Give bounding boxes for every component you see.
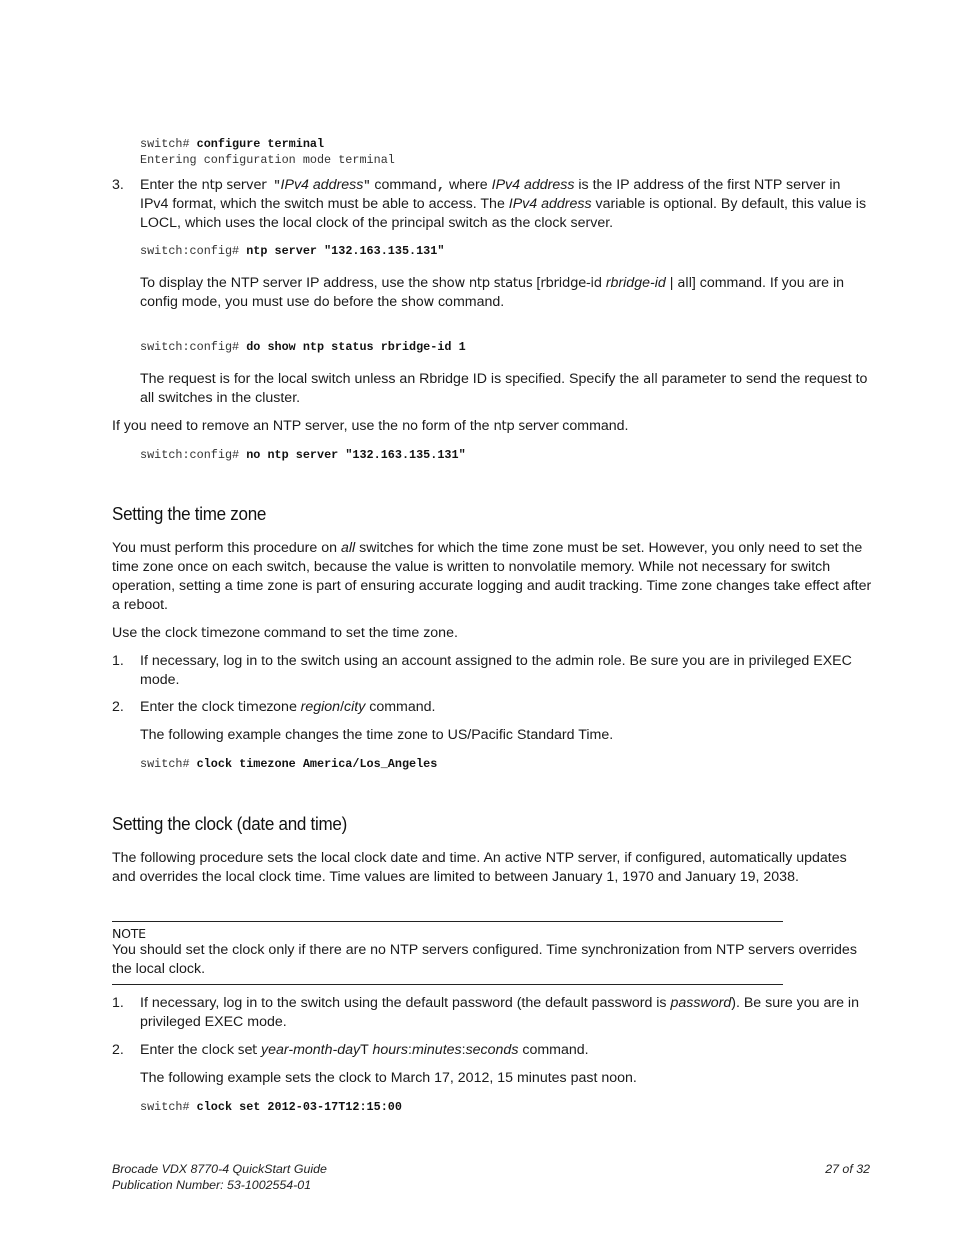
- code-block-clock-timezone: switch# clock timezone America/Los_Angeles: [140, 757, 438, 771]
- code-block-configure: [140, 136, 395, 168]
- code-block-ntp-server: switch:config# ntp server "132.163.135.131": [140, 244, 445, 258]
- footer-title: Brocade VDX 8770-4 QuickStart Guide: [112, 1162, 327, 1176]
- code-block-clock-set: switch# clock set 2012-03-17T12:15:00: [140, 1100, 402, 1114]
- step-number: 2.: [112, 1042, 124, 1058]
- tz-step-2: Enter the clock timezone region/city command.: [140, 699, 436, 715]
- code-block-show-ntp: switch:config# do show ntp status rbridge-id 1: [140, 340, 466, 354]
- paragraph-time-zone-intro: You must perform this procedure on all switches for which the time zone must be set. However, you only need to set the time zone once on each switch, because the value is written to nonvolatile memory. While not necessary for switch operation, setting a time zone is part of ensuring accurate logging and audit tracking. Time zone changes take effect after a reboot.: [112, 540, 872, 613]
- clock-example-text: The following example sets the clock to March 17, 2012, 15 minutes past noon.: [140, 1070, 637, 1086]
- note-bottom-rule: [112, 984, 783, 985]
- code-prompt: switch#: [140, 137, 197, 151]
- note-top-rule: [112, 921, 783, 922]
- paragraph-request: The request is for the local switch unless an Rbridge ID is specified. Specify the all parameter to send the request to all switches in the cluster.: [140, 371, 868, 406]
- step-number: 2.: [112, 699, 124, 715]
- clock-step-1: If necessary, log in to the switch using the default password (the default password is password). Be sure you are in privileged EXEC mode.: [140, 995, 859, 1030]
- footer-publication-number: Publication Number: 53-1002554-01: [112, 1178, 312, 1192]
- section-heading-clock: Setting the clock (date and time): [112, 813, 347, 834]
- code-output: Entering configuration mode terminal: [140, 153, 395, 167]
- section-heading-time-zone: Setting the time zone: [112, 503, 267, 524]
- clock-step-2: Enter the clock set year-month-dayT hours:minutes:seconds command.: [140, 1042, 589, 1058]
- note-label: NOTE: [112, 926, 146, 941]
- footer-page-number: 27 of 32: [825, 1162, 870, 1176]
- paragraph-clock-intro: The following procedure sets the local clock date and time. An active NTP server, if configured, automatically updates and overrides the local clock time. Time values are limited to between January 1, 1970 and January 19, 2038.: [112, 850, 847, 885]
- variable: IPv4 address: [280, 177, 364, 193]
- keyword: ntp server: [201, 178, 267, 193]
- paragraph-use-clock-timezone: Use the clock timezone command to set the time zone.: [112, 625, 458, 641]
- step-number: 3.: [112, 177, 124, 193]
- note-text: You should set the clock only if there are no NTP servers configured. Time synchronization from NTP servers overrides the local clock.: [112, 942, 857, 977]
- code-command: configure terminal: [196, 137, 325, 151]
- tz-step-1: If necessary, log in to the switch using an account assigned to the admin role. Be sure you are in privileged EXEC mode.: [140, 653, 852, 688]
- tz-example-text: The following example changes the time zone to US/Pacific Standard Time.: [140, 727, 614, 743]
- paragraph-remove-ntp: If you need to remove an NTP server, use the no form of the ntp server command.: [112, 418, 629, 434]
- step-number: 1.: [112, 653, 124, 669]
- step-3-text: Enter the ntp server "IPv4 address" command, where IPv4 address is the IP address of the first NTP server in IPv4 format, which the switch must be able to access. The IPv4 address variable is optional. By default, this value is LOCL, which uses the local clock of the principal switch as the clock server.: [140, 177, 867, 231]
- code-block-no-ntp: switch:config# no ntp server "132.163.135.131": [140, 448, 466, 462]
- paragraph-display-ntp: To display the NTP server IP address, use the show ntp status [rbridge-id rbridge-id | all] command. If you are in config mode, you must use do before the show command.: [140, 275, 845, 310]
- step-number: 1.: [112, 995, 124, 1011]
